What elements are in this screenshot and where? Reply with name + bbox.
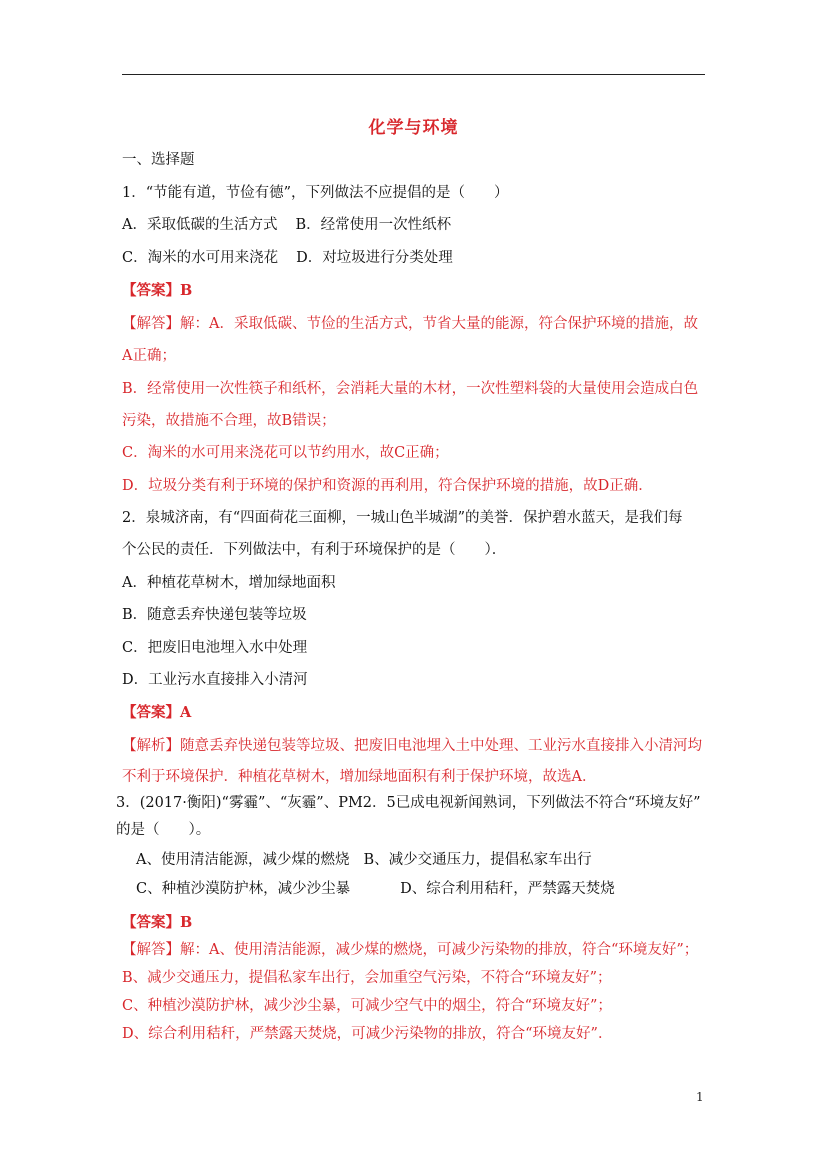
q3-option-c: C、种植沙漠防护林，减少沙尘暴 (136, 881, 351, 897)
q1-option-c: C．淘米的水可用来浇花 (122, 250, 279, 266)
q3-option-d: D、综合利用秸秆，严禁露天焚烧 (400, 881, 615, 897)
q1-option-d: D．对垃圾进行分类处理 (296, 250, 453, 266)
q2-stem-line: 个公民的责任．下列做法中，有利于环境保护的是（ ）． (122, 542, 507, 558)
q3-analysis-line: C、种植沙漠防护林，减少沙尘暴，可减少空气中的烟尘，符合“环境友好”； (122, 998, 612, 1014)
q1-analysis-line: A正确； (122, 348, 176, 364)
q3-analysis-line: 【解答】解：A、使用清洁能源，减少煤的燃烧，可减少污染物的排放，符合“环境友好”； (122, 942, 699, 958)
q1-analysis-line: 【解答】解：A．采取低碳、节俭的生活方式，节省大量的能源，符合保护环境的措施，故 (122, 316, 698, 332)
header-rule (122, 74, 705, 75)
q3-analysis-line: D、综合利用秸秆，严禁露天焚烧，可减少污染物的排放，符合“环境友好”． (122, 1026, 613, 1042)
q1-option-b: B．经常使用一次性纸杯 (295, 217, 452, 233)
q1-stem: 1．“节能有道，节俭有德”，下列做法不应提倡的是（ ） (122, 185, 509, 201)
q3-stem-line: 3．(2017·衡阳)“雾霾”、“灰霾”、PM2．5已成电视新闻熟词，下列做法不符合“环境友好” (116, 795, 701, 811)
q2-option-a: A．种植花草树木，增加绿地面积 (122, 575, 336, 591)
q1-analysis-line: D．垃圾分类有利于环境的保护和资源的再利用，符合保护环境的措施，故D正确． (122, 478, 653, 494)
q3-option-a: A、使用清洁能源，减少煤的燃烧 (136, 852, 350, 868)
q3-options-row2 (136, 879, 615, 899)
q1-analysis-line: 污染，故措施不合理，故B错误； (122, 413, 336, 429)
q1-answer: 【答案】B (122, 282, 193, 299)
q3-analysis-line: B、减少交通压力，提倡私家车出行，会加重空气污染，不符合“环境友好”； (122, 970, 612, 986)
q1-option-a: A．采取低碳的生活方式 (122, 217, 278, 233)
page-number: 1 (696, 1090, 704, 1104)
q1-options-row2 (122, 248, 453, 268)
q1-options-row1 (122, 215, 451, 235)
q1-analysis-line: B．经常使用一次性筷子和纸杯，会消耗大量的木材，一次性塑料袋的大量使用会造成白色 (122, 381, 699, 397)
q3-answer: 【答案】B (122, 914, 193, 931)
section-heading: 一、选择题 (122, 152, 195, 168)
q2-answer: 【答案】A (122, 704, 192, 721)
q2-option-c: C．把废旧电池埋入水中处理 (122, 640, 308, 656)
q2-stem-line: 2．泉城济南，有“四面荷花三面柳，一城山色半城湖”的美誉．保护碧水蓝天，是我们每 (122, 510, 683, 526)
q3-stem-line: 的是（ ）。 (116, 822, 211, 838)
q2-option-b: B．随意丢弃快递包装等垃圾 (122, 607, 307, 623)
q1-analysis-line: C．淘米的水可用来浇花可以节约用水，故C正确； (122, 445, 449, 461)
q2-analysis-line: 不利于环境保护．种植花草树木，增加绿地面积有利于保护环境，故选A． (122, 769, 597, 785)
q3-option-b: B、减少交通压力，提倡私家车出行 (363, 852, 592, 868)
q2-option-d: D．工业污水直接排入小清河 (122, 672, 308, 688)
q2-analysis-line: 【解析】随意丢弃快递包装等垃圾、把废旧电池埋入土中处理、工业污水直接排入小清河均 (122, 738, 702, 754)
q3-options-row1 (136, 850, 592, 870)
page-title: 化学与环境 (368, 118, 459, 138)
